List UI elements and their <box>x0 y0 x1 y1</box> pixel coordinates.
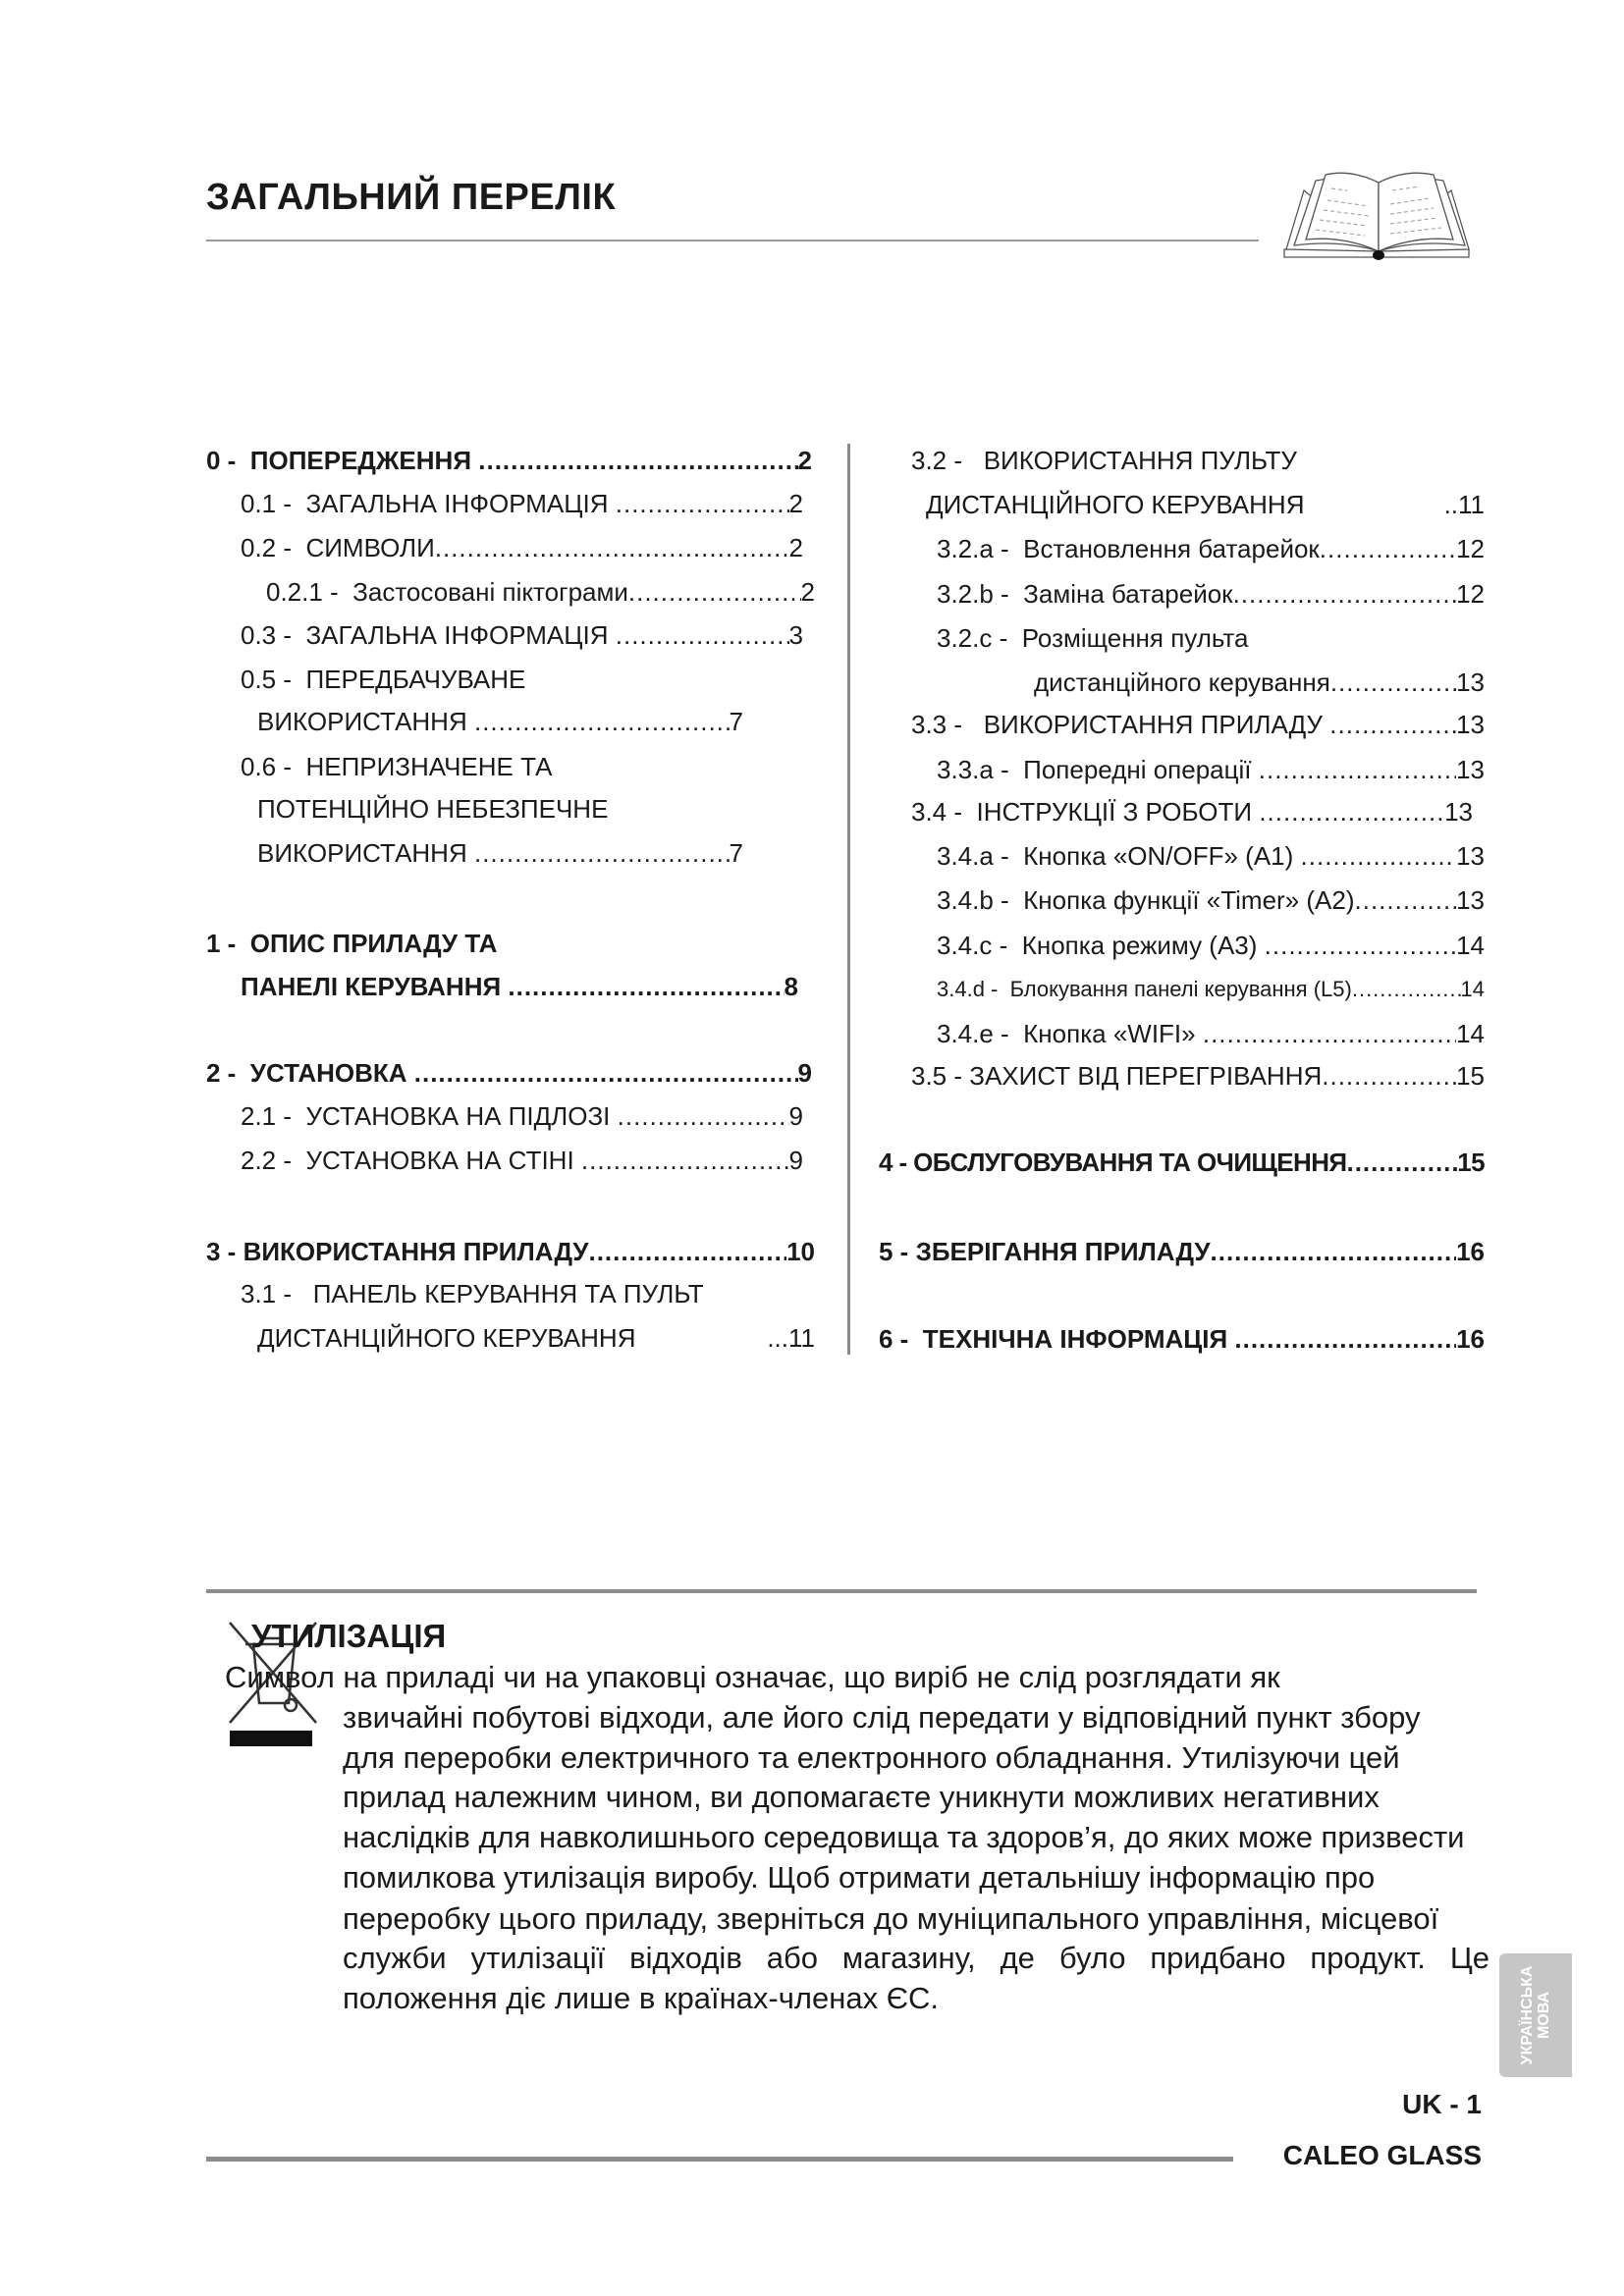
toc-entry[interactable] <box>1034 666 1485 699</box>
toc-entry-label: ПАНЕЛІ КЕРУВАННЯ <box>241 972 509 1001</box>
toc-entry[interactable] <box>241 1277 803 1310</box>
toc-entry[interactable] <box>879 1322 1485 1356</box>
toc-entry-label: 2 - УСТАНОВКА <box>206 1058 414 1088</box>
toc-entry-page: 8 <box>784 972 798 1001</box>
toc-entry-label: 0 - ПОПЕРЕДЖЕННЯ <box>206 446 479 475</box>
toc-entry-label: 3.1 - ПАНЕЛЬ КЕРУВАННЯ ТА ПУЛЬТ <box>241 1279 704 1308</box>
toc-entry[interactable] <box>937 753 1485 786</box>
open-book-icon <box>1282 167 1479 269</box>
toc-entry-label: 3.2.b - Заміна батарейок <box>937 579 1233 609</box>
toc-entry-label: 0.6 - НЕПРИЗНАЧЕНЕ ТА <box>241 752 553 781</box>
toc-entry-label: 3 - ВИКОРИСТАННЯ ПРИЛАДУ <box>206 1237 589 1266</box>
toc-entry[interactable] <box>241 618 803 652</box>
dot-leader <box>474 836 730 870</box>
toc-entry-page: 12 <box>1456 579 1485 609</box>
toc-entry[interactable] <box>241 487 803 520</box>
toc-entry-page: 13 <box>1444 797 1473 827</box>
dot-leader <box>1329 708 1456 741</box>
toc-entry-label: ВИКОРИСТАННЯ <box>257 707 474 736</box>
dot-leader <box>414 1056 798 1090</box>
toc-entry[interactable] <box>911 1059 1485 1093</box>
toc-entry-label: 3.2.c - Розміщення пульта <box>937 623 1249 653</box>
toc-entry-page: 14 <box>1456 1019 1485 1048</box>
page-number: UK - 1 <box>1402 2089 1482 2119</box>
toc-entry-label: 0.2 - СИМВОЛИ <box>241 533 435 562</box>
toc-entry-page: 7 <box>729 838 743 868</box>
disposal-text-line: прилад належним чином, ви допомагаєте уникнути можливих негативних <box>343 1780 1380 1814</box>
toc-entry-label: 2.2 - УСТАНОВКА НА СТІНІ <box>241 1146 581 1175</box>
footer-divider <box>206 2157 1233 2162</box>
toc-entry-page: 10 <box>786 1237 815 1266</box>
disposal-text-line: переробку цього приладу, зверніться до муніципального управління, місцевої <box>343 1901 1439 1936</box>
toc-entry[interactable] <box>206 1235 815 1268</box>
toc-entry-page: 14 <box>1460 977 1485 1001</box>
dot-leader <box>478 444 797 477</box>
toc-entry[interactable] <box>241 970 798 1003</box>
disposal-text-line: Символ на приладі чи на упаковці означає, що виріб не слід розглядати як <box>225 1660 1280 1694</box>
disposal-title: УТИЛІЗАЦІЯ <box>251 1618 447 1654</box>
toc-entry[interactable] <box>241 750 803 783</box>
toc-entry-page: 7 <box>729 707 743 736</box>
toc-entry-page: 13 <box>1456 710 1485 739</box>
disposal-text-line: для переробки електричного та електронного обладнання. Утилізуючи цей <box>343 1740 1400 1775</box>
toc-entry-label: 3.4.d - Блокування панелі керування (L5) <box>937 977 1352 1001</box>
toc-entry[interactable] <box>257 792 803 826</box>
toc-entry[interactable] <box>257 1321 815 1355</box>
disposal-divider <box>206 1589 1477 1593</box>
toc-entry-page: 16 <box>1456 1324 1485 1354</box>
toc-entry[interactable] <box>241 1099 803 1133</box>
toc-entry-page: 2 <box>788 489 803 518</box>
toc-entry[interactable] <box>257 705 743 738</box>
toc-entry[interactable] <box>937 532 1485 565</box>
toc-entry-page: 2 <box>788 533 803 562</box>
dot-leader <box>1234 1322 1456 1356</box>
toc-entry-label: 3.3.a - Попередні операції <box>937 755 1259 784</box>
toc-entry[interactable] <box>937 1017 1485 1050</box>
toc-entry-page: 9 <box>788 1146 803 1175</box>
dot-leader <box>508 970 784 1003</box>
dot-leader <box>1330 666 1456 699</box>
toc-entry[interactable] <box>937 621 1485 655</box>
toc-entry-label: 3.2 - ВИКОРИСТАННЯ ПУЛЬТУ <box>911 446 1297 475</box>
toc-entry-page: 3 <box>788 620 803 650</box>
dot-leader <box>1211 1235 1457 1268</box>
toc-entry[interactable] <box>911 444 1485 477</box>
toc-entry-label: 3.4 - ІНСТРУКЦІЇ З РОБОТИ <box>911 797 1260 827</box>
toc-entry-label: ДИСТАНЦІЙНОГО КЕРУВАННЯ <box>257 1323 636 1353</box>
toc-entry-page: 13 <box>1456 841 1485 871</box>
toc-entry-label: 3.4.a - Кнопка «ON/OFF» (A1) <box>937 841 1301 871</box>
toc-entry-page: 14 <box>1456 931 1485 960</box>
toc-entry-label: 6 - ТЕХНІЧНА ІНФОРМАЦІЯ <box>879 1324 1235 1354</box>
toc-entry[interactable] <box>206 927 803 960</box>
dot-leader <box>1259 753 1456 786</box>
toc-entry-page: 13 <box>1456 667 1485 697</box>
toc-entry-label: 3.3 - ВИКОРИСТАННЯ ПРИЛАДУ <box>911 710 1330 739</box>
disposal-text-line: положення діє лише в країнах-членах ЄС. <box>343 1981 939 2015</box>
toc-entry-label: 1 - ОПИС ПРИЛАДУ ТА <box>206 929 498 958</box>
toc-entry[interactable] <box>926 488 1485 521</box>
toc-entry-label: 3.4.e - Кнопка «WIFI» <box>937 1019 1203 1048</box>
disposal-text-line: служби утилізації відходів або магазину, де було придбано продукт. Це <box>343 1941 1489 1975</box>
dot-leader <box>628 575 801 609</box>
toc-entry-page: 16 <box>1456 1237 1485 1266</box>
dot-leader <box>1233 577 1457 611</box>
toc-entry-page: 15 <box>1456 1061 1485 1091</box>
dot-leader <box>581 1144 789 1177</box>
toc-entry-label: дистанційного керування <box>1034 667 1330 697</box>
toc-entry-label: 2.1 - УСТАНОВКА НА ПІДЛОЗІ <box>241 1101 618 1131</box>
dot-leader <box>1265 929 1456 962</box>
toc-entry-label: ДИСТАНЦІЙНОГО КЕРУВАННЯ <box>926 490 1305 519</box>
title-divider <box>206 240 1259 241</box>
language-tab <box>1499 1953 1572 2077</box>
dot-leader <box>588 1235 786 1268</box>
toc-entry-label: 0.3 - ЗАГАЛЬНА ІНФОРМАЦІЯ <box>241 620 616 650</box>
toc-entry-page: 9 <box>797 1058 812 1088</box>
toc-entry[interactable] <box>879 1235 1485 1268</box>
dot-leader <box>1322 1059 1456 1093</box>
toc-entry[interactable] <box>206 444 812 477</box>
toc-entry-page: 13 <box>1456 755 1485 784</box>
toc-entry[interactable] <box>241 531 803 564</box>
toc-entry[interactable] <box>241 1144 803 1177</box>
toc-entry[interactable] <box>257 836 743 870</box>
language-tab-line1: УКРАЇНСЬКА <box>1519 1965 1536 2065</box>
toc-entry-page: 12 <box>1456 534 1485 563</box>
toc-entry-label: 3.4.b - Кнопка функції «Timer» (A2) <box>937 885 1355 915</box>
toc-entry-label: ВИКОРИСТАННЯ <box>257 838 474 868</box>
dot-leader <box>1259 795 1444 828</box>
dot-leader <box>1346 1146 1457 1179</box>
toc-entry-label: 3.2.a - Встановлення батарейок <box>937 534 1320 563</box>
disposal-text-line: помилкова утилізація виробу. Щоб отримати детальнішу інформацію про <box>343 1860 1376 1895</box>
dot-leader <box>435 531 789 564</box>
dot-leader <box>1320 532 1456 565</box>
toc-entry-page: 2 <box>800 577 815 607</box>
toc-entry-page: 2 <box>797 446 812 475</box>
toc-entry[interactable] <box>241 663 803 696</box>
toc-entry-page: 13 <box>1456 885 1485 915</box>
toc-entry[interactable] <box>937 929 1485 962</box>
dot-leader <box>1355 883 1457 917</box>
toc-entry-label: 0.1 - ЗАГАЛЬНА ІНФОРМАЦІЯ <box>241 489 616 518</box>
toc-entry-label: 0.5 - ПЕРЕДБАЧУВАНЕ <box>241 665 526 694</box>
toc-entry[interactable] <box>937 839 1485 873</box>
toc-entry[interactable] <box>879 1146 1485 1179</box>
toc-entry[interactable] <box>911 795 1473 828</box>
toc-entry-page: 15 <box>1457 1148 1485 1177</box>
toc-entry-label: 3.5 - ЗАХИСТ ВІД ПЕРЕГРІВАННЯ <box>911 1061 1323 1091</box>
dot-leader <box>1301 839 1457 873</box>
dot-leader <box>474 705 730 738</box>
dot-leader <box>616 487 789 520</box>
brand-name: CALEO GLASS <box>1282 2140 1482 2170</box>
disposal-text-line: звичайні побутові відходи, але його слід передати у відповідний пункт збору <box>343 1700 1421 1735</box>
toc-entry[interactable] <box>937 577 1485 611</box>
toc-entry[interactable] <box>206 1056 812 1090</box>
dot-leader <box>618 1099 789 1133</box>
language-tab-line2: МОВА <box>1536 1991 1552 2040</box>
toc-entry-label: 4 - ОБСЛУГОВУВАННЯ ТА ОЧИЩЕННЯ <box>879 1148 1347 1177</box>
toc-entry-label: ПОТЕНЦІЙНО НЕБЕЗПЕЧНЕ <box>257 794 609 824</box>
dot-leader <box>1352 973 1461 1006</box>
disposal-text-line: наслідків для навколишнього середовища та здоров’я, до яких може призвести <box>343 1820 1465 1854</box>
toc-entry[interactable] <box>911 708 1485 741</box>
toc-entry-page: 9 <box>788 1101 803 1131</box>
toc-entry-label: 5 - ЗБЕРІГАННЯ ПРИЛАДУ <box>879 1237 1211 1266</box>
toc-entry-page: ...11 <box>767 1323 815 1353</box>
page-title: ЗАГАЛЬНИЙ ПЕРЕЛІК <box>206 177 617 218</box>
toc-entry-label: 0.2.1 - Застосовані піктограми <box>266 577 628 607</box>
column-divider <box>847 444 850 1355</box>
toc-entry-page: ..11 <box>1443 490 1485 519</box>
dot-leader <box>1203 1017 1456 1050</box>
toc-entry[interactable] <box>937 883 1485 917</box>
toc-entry[interactable] <box>937 973 1485 1006</box>
toc-entry-label: 3.4.c - Кнопка режиму (A3) <box>937 931 1265 960</box>
toc-entry[interactable] <box>266 575 815 609</box>
dot-leader <box>616 618 789 652</box>
